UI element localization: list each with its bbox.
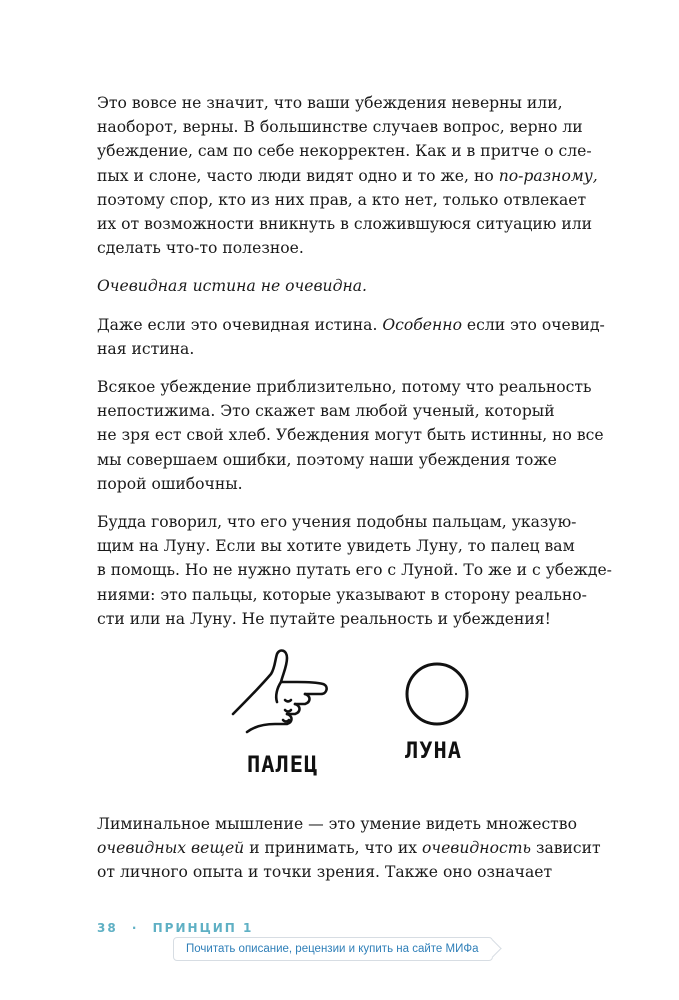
footer-separator: · xyxy=(131,921,139,935)
emphasis: Особенно xyxy=(382,315,462,334)
paragraph-1 xyxy=(97,91,597,260)
text-run: и принимать, что их xyxy=(244,839,422,858)
text-run: Даже если это очевидная истина. xyxy=(97,315,383,334)
text-run: пых и слоне, часто люди видят одно и то же, но xyxy=(97,166,499,185)
text-line: непостижима. Это скажет вам любой ученый, который xyxy=(97,402,555,421)
page-footer xyxy=(97,921,253,935)
shop-link-button[interactable]: Почитать описание, рецензии и купить на сайте МИФа xyxy=(173,937,493,961)
text-line: в помощь. Но не нужно путать его с Луной. То же и с убежде- xyxy=(97,561,612,580)
text-run: зависит xyxy=(530,839,601,858)
paragraph-5 xyxy=(97,510,612,631)
illustration-drawing xyxy=(225,640,495,785)
body-text xyxy=(97,91,612,645)
text-run: если это очевид- xyxy=(461,315,605,334)
text-line: их от возможности вникнуть в сложившуюся ситуацию или xyxy=(97,215,593,234)
finger-moon-illustration xyxy=(225,640,495,785)
text-line xyxy=(97,164,597,188)
text-line: мы совершаем ошибки, поэтому наши убеждения тоже xyxy=(97,450,557,469)
pointing-hand-icon xyxy=(233,651,327,732)
chapter-title: ПРИНЦИП 1 xyxy=(152,921,254,935)
finger-label: ПАЛЕЦ xyxy=(247,753,319,778)
text-line: Очевидная истина не очевидна. xyxy=(97,277,367,296)
emphasis: очевидных вещей xyxy=(97,839,245,858)
text-line: не зря ест свой хлеб. Убеждения могут быть истинны, но все xyxy=(97,426,604,445)
text-line: от личного опыта и точки зрения. Также оно означает xyxy=(97,863,553,882)
paragraph-3 xyxy=(97,313,605,361)
text-line: ниями: это пальцы, которые указывают в сторону реально- xyxy=(97,585,587,604)
text-line: сделать что-то полезное. xyxy=(97,239,304,258)
text-line: сти или на Луну. Не путайте реальность и убеждения! xyxy=(97,609,551,628)
text-line: порой ошибочны. xyxy=(97,474,243,493)
emphasis: по-разному, xyxy=(498,166,598,185)
text-line: ная истина. xyxy=(97,339,195,358)
text-line: Всякое убеждение приблизительно, потому что реальность xyxy=(97,378,592,397)
moon-label: ЛУНА xyxy=(405,739,462,764)
text-line: Лиминальное мышление — это умение видеть множество xyxy=(97,815,577,833)
text-line: Будда говорил, что его учения подобны пальцам, указую- xyxy=(97,513,577,532)
paragraph-4 xyxy=(97,375,604,496)
body-text-continued xyxy=(97,812,601,885)
moon-icon xyxy=(407,664,467,724)
page-number: 38 xyxy=(97,921,118,935)
text-line: наоборот, верны. В большинстве случаев вопрос, верно ли xyxy=(97,118,583,137)
text-line: Это вовсе не значит, что ваши убеждения неверны или, xyxy=(97,94,563,112)
text-line xyxy=(97,313,605,337)
emphasis: очевидность xyxy=(421,839,531,858)
text-line: поэтому спор, кто из них прав, а кто нет, только отвлекает xyxy=(97,190,587,209)
text-line: убеждение, сам по себе некорректен. Как и в притче о сле- xyxy=(97,142,592,161)
paragraph-2-italic xyxy=(97,274,597,298)
text-line: щим на Луну. Если вы хотите увидеть Луну, то палец вам xyxy=(97,537,575,556)
text-line xyxy=(97,836,601,860)
